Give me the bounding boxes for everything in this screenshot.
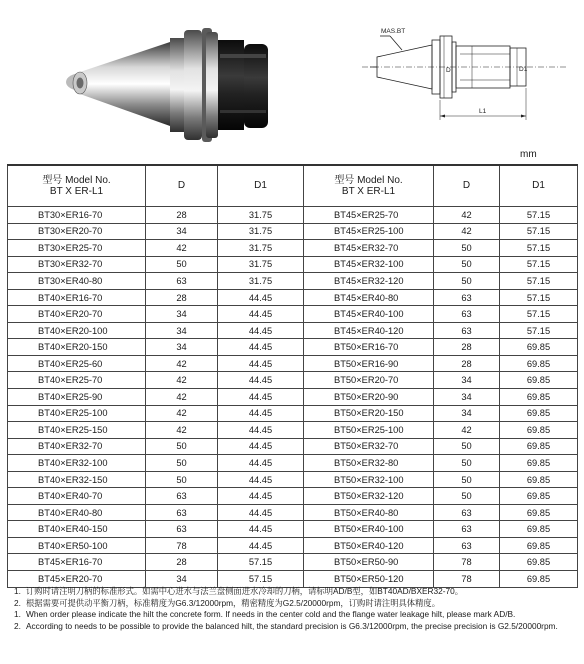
- note-text: According to needs to be possible to provide the balanced hilt, the standard precision is G6.3/12000rpm, the precise precision is G2.5/20000rpm.: [26, 620, 558, 631]
- model-left-cell: BT40×ER25-70: [8, 372, 146, 389]
- model-right-cell: BT45×ER32-120: [304, 273, 434, 290]
- d-left-cell: 63: [146, 504, 218, 521]
- d1-right-cell: 69.85: [500, 355, 578, 372]
- d1-left-cell: 31.75: [218, 273, 304, 290]
- d-right-cell: 63: [434, 306, 500, 323]
- d-left-cell: 78: [146, 537, 218, 554]
- d-left-cell: 63: [146, 273, 218, 290]
- d-right-cell: 28: [434, 339, 500, 356]
- header-d-left: D: [146, 165, 218, 207]
- d-left-cell: 42: [146, 372, 218, 389]
- d1-right-cell: 57.15: [500, 207, 578, 224]
- model-right-cell: BT50×ER25-100: [304, 422, 434, 439]
- d-right-cell: 50: [434, 256, 500, 273]
- model-left-cell: BT30×ER32-70: [8, 256, 146, 273]
- note-number: 1.: [14, 609, 21, 620]
- d1-right-cell: 69.85: [500, 339, 578, 356]
- model-left-cell: BT40×ER40-70: [8, 488, 146, 505]
- table-row: [8, 422, 578, 439]
- d1-right-cell: 57.15: [500, 289, 578, 306]
- d1-left-cell: 44.45: [218, 422, 304, 439]
- model-right-cell: BT45×ER32-70: [304, 240, 434, 257]
- model-left-cell: BT40×ER50-100: [8, 537, 146, 554]
- note-text: When order please indicate the hilt the concrete form. If needs in the center cold and the flange water leakage hilt, please mark AD/B.: [26, 609, 516, 620]
- table-row: [8, 256, 578, 273]
- model-right-cell: BT50×ER50-120: [304, 571, 434, 588]
- header-model-right: [304, 165, 434, 207]
- table-row: [8, 207, 578, 224]
- d1-left-cell: 44.45: [218, 504, 304, 521]
- model-left-cell: BT30×ER25-70: [8, 240, 146, 257]
- d-left-cell: 34: [146, 322, 218, 339]
- d1-right-cell: 69.85: [500, 521, 578, 538]
- d-left-cell: 42: [146, 240, 218, 257]
- table-row: [8, 554, 578, 571]
- d-left-cell: 28: [146, 289, 218, 306]
- model-right-cell: BT50×ER20-150: [304, 405, 434, 422]
- table-row: [8, 372, 578, 389]
- d-left-cell: 42: [146, 422, 218, 439]
- d-right-cell: 50: [434, 240, 500, 257]
- d1-left-cell: 31.75: [218, 207, 304, 224]
- d-left-cell: 50: [146, 455, 218, 472]
- note-number: 1.: [14, 586, 21, 596]
- d-left-cell: 28: [146, 207, 218, 224]
- note-number: 2.: [14, 597, 21, 608]
- technical-drawing: [362, 22, 570, 142]
- d-right-cell: 50: [434, 471, 500, 488]
- d-left-cell: 50: [146, 471, 218, 488]
- table-header-row: [8, 165, 578, 207]
- d1-right-cell: 69.85: [500, 455, 578, 472]
- drawing-dim-l1: L1: [479, 108, 487, 115]
- d-right-cell: 28: [434, 355, 500, 372]
- model-left-cell: BT40×ER25-90: [8, 389, 146, 406]
- table-row: [8, 537, 578, 554]
- d1-right-cell: 69.85: [500, 389, 578, 406]
- d-right-cell: 50: [434, 438, 500, 455]
- table-row: [8, 339, 578, 356]
- note-en-1: [14, 609, 580, 621]
- note-zh-1: [14, 586, 580, 598]
- d-right-cell: 63: [434, 322, 500, 339]
- d1-right-cell: 57.15: [500, 322, 578, 339]
- d-left-cell: 34: [146, 339, 218, 356]
- model-left-cell: BT40×ER25-100: [8, 405, 146, 422]
- model-right-cell: BT50×ER40-80: [304, 504, 434, 521]
- model-left-cell: BT40×ER25-60: [8, 355, 146, 372]
- d1-left-cell: 57.15: [218, 554, 304, 571]
- d-right-cell: 34: [434, 405, 500, 422]
- model-right-cell: BT50×ER40-100: [304, 521, 434, 538]
- header-d1-left: D1: [218, 165, 304, 207]
- note-zh-2: [14, 598, 580, 610]
- header-model-right-line2: BT X ER-L1: [341, 186, 396, 197]
- header-model-left-line2: BT X ER-L1: [49, 186, 104, 197]
- d-left-cell: 42: [146, 355, 218, 372]
- table-row: [8, 289, 578, 306]
- d1-left-cell: 44.45: [218, 537, 304, 554]
- d-left-cell: 63: [146, 521, 218, 538]
- d1-right-cell: 57.15: [500, 240, 578, 257]
- model-left-cell: BT45×ER20-70: [8, 571, 146, 588]
- d1-left-cell: 57.15: [218, 571, 304, 588]
- table-row: [8, 405, 578, 422]
- table-row: [8, 306, 578, 323]
- table-row: [8, 504, 578, 521]
- d1-right-cell: 69.85: [500, 438, 578, 455]
- d1-right-cell: 69.85: [500, 488, 578, 505]
- d-left-cell: 42: [146, 405, 218, 422]
- model-left-cell: BT40×ER20-100: [8, 322, 146, 339]
- d-left-cell: 63: [146, 488, 218, 505]
- tool-holder-photo: [22, 14, 274, 152]
- table-row: [8, 240, 578, 257]
- d1-left-cell: 31.75: [218, 223, 304, 240]
- d1-left-cell: 44.45: [218, 389, 304, 406]
- table-row: [8, 471, 578, 488]
- d-right-cell: 78: [434, 571, 500, 588]
- model-right-cell: BT50×ER32-120: [304, 488, 434, 505]
- model-left-cell: BT40×ER32-100: [8, 455, 146, 472]
- d-left-cell: 34: [146, 223, 218, 240]
- table-row: [8, 223, 578, 240]
- d-right-cell: 34: [434, 389, 500, 406]
- d1-left-cell: 44.45: [218, 455, 304, 472]
- model-left-cell: BT40×ER25-150: [8, 422, 146, 439]
- model-left-cell: BT40×ER20-150: [8, 339, 146, 356]
- d-left-cell: 50: [146, 438, 218, 455]
- model-right-cell: BT50×ER32-100: [304, 471, 434, 488]
- table-row: [8, 355, 578, 372]
- d1-right-cell: 57.15: [500, 273, 578, 290]
- table-body: [8, 207, 578, 588]
- drawing-dim-d: D: [446, 67, 451, 74]
- model-right-cell: BT45×ER40-120: [304, 322, 434, 339]
- d1-left-cell: 44.45: [218, 438, 304, 455]
- note-number: 2.: [14, 620, 21, 631]
- d1-right-cell: 69.85: [500, 554, 578, 571]
- d1-left-cell: 44.45: [218, 521, 304, 538]
- d1-left-cell: 44.45: [218, 488, 304, 505]
- table-row: [8, 488, 578, 505]
- d1-left-cell: 31.75: [218, 256, 304, 273]
- model-right-cell: BT50×ER50-90: [304, 554, 434, 571]
- note-en-2: [14, 621, 580, 633]
- d-right-cell: 34: [434, 372, 500, 389]
- header-model-left: [8, 165, 146, 207]
- table-row: [8, 571, 578, 588]
- model-right-cell: BT50×ER16-90: [304, 355, 434, 372]
- header-model-right-line1: 型号 Model No.: [334, 175, 403, 186]
- table-row: [8, 438, 578, 455]
- units-label: mm: [520, 149, 537, 160]
- d1-left-cell: 44.45: [218, 306, 304, 323]
- d-right-cell: 63: [434, 289, 500, 306]
- d1-left-cell: 44.45: [218, 322, 304, 339]
- d1-right-cell: 57.15: [500, 223, 578, 240]
- model-right-cell: BT45×ER40-100: [304, 306, 434, 323]
- model-right-cell: BT50×ER40-120: [304, 537, 434, 554]
- model-right-cell: BT45×ER25-70: [304, 207, 434, 224]
- d-right-cell: 50: [434, 455, 500, 472]
- model-left-cell: BT30×ER40-80: [8, 273, 146, 290]
- header-model-left-line1: 型号 Model No.: [42, 175, 111, 186]
- d-right-cell: 42: [434, 422, 500, 439]
- model-right-cell: BT50×ER32-80: [304, 455, 434, 472]
- d-right-cell: 63: [434, 537, 500, 554]
- d1-left-cell: 31.75: [218, 240, 304, 257]
- table-row: [8, 521, 578, 538]
- d1-left-cell: 44.45: [218, 372, 304, 389]
- d-left-cell: 50: [146, 256, 218, 273]
- d-right-cell: 63: [434, 504, 500, 521]
- notes: [14, 586, 580, 632]
- table-row: [8, 273, 578, 290]
- note-text: 订购时请注明刀柄的标准形式。如需中心进水与法兰盘侧面进水冷却的刀柄，请标明AD/B型，如BT40AD/BXER32-70。: [26, 586, 464, 596]
- d1-right-cell: 69.85: [500, 537, 578, 554]
- d1-left-cell: 44.45: [218, 471, 304, 488]
- header-d1-right: D1: [500, 165, 578, 207]
- model-left-cell: BT30×ER20-70: [8, 223, 146, 240]
- model-right-cell: BT45×ER40-80: [304, 289, 434, 306]
- table-row: [8, 389, 578, 406]
- d1-right-cell: 69.85: [500, 471, 578, 488]
- model-right-cell: BT45×ER25-100: [304, 223, 434, 240]
- model-left-cell: BT40×ER40-150: [8, 521, 146, 538]
- d-right-cell: 63: [434, 521, 500, 538]
- d1-right-cell: 69.85: [500, 372, 578, 389]
- d1-left-cell: 44.45: [218, 289, 304, 306]
- d1-right-cell: 57.15: [500, 306, 578, 323]
- d1-right-cell: 69.85: [500, 405, 578, 422]
- table-row: [8, 322, 578, 339]
- d-right-cell: 42: [434, 207, 500, 224]
- d1-right-cell: 69.85: [500, 504, 578, 521]
- note-text: 根据需要可提供动平衡刀柄，标准精度为G6.3/12000rpm，精密精度为G2.5/20000rpm，订购时请注明具体精度。: [26, 597, 440, 608]
- d1-left-cell: 44.45: [218, 339, 304, 356]
- model-left-cell: BT30×ER16-70: [8, 207, 146, 224]
- model-left-cell: BT40×ER20-70: [8, 306, 146, 323]
- model-left-cell: BT40×ER16-70: [8, 289, 146, 306]
- d-left-cell: 34: [146, 306, 218, 323]
- d1-right-cell: 69.85: [500, 422, 578, 439]
- d1-right-cell: 69.85: [500, 571, 578, 588]
- drawing-dim-d1: D1: [519, 66, 528, 73]
- d1-right-cell: 57.15: [500, 256, 578, 273]
- d1-left-cell: 44.45: [218, 355, 304, 372]
- d-right-cell: 78: [434, 554, 500, 571]
- model-left-cell: BT40×ER40-80: [8, 504, 146, 521]
- drawing-taper-label: MAS.BT: [381, 28, 406, 35]
- model-left-cell: BT45×ER16-70: [8, 554, 146, 571]
- model-right-cell: BT50×ER20-90: [304, 389, 434, 406]
- model-right-cell: BT50×ER32-70: [304, 438, 434, 455]
- model-left-cell: BT40×ER32-150: [8, 471, 146, 488]
- table-row: [8, 455, 578, 472]
- model-right-cell: BT50×ER20-70: [304, 372, 434, 389]
- d-left-cell: 28: [146, 554, 218, 571]
- spec-table: [7, 164, 578, 588]
- header-d-right: D: [434, 165, 500, 207]
- d-left-cell: 34: [146, 571, 218, 588]
- d1-left-cell: 44.45: [218, 405, 304, 422]
- d-right-cell: 50: [434, 488, 500, 505]
- d-right-cell: 50: [434, 273, 500, 290]
- d-right-cell: 42: [434, 223, 500, 240]
- d-left-cell: 42: [146, 389, 218, 406]
- model-right-cell: BT45×ER32-100: [304, 256, 434, 273]
- model-left-cell: BT40×ER32-70: [8, 438, 146, 455]
- model-right-cell: BT50×ER16-70: [304, 339, 434, 356]
